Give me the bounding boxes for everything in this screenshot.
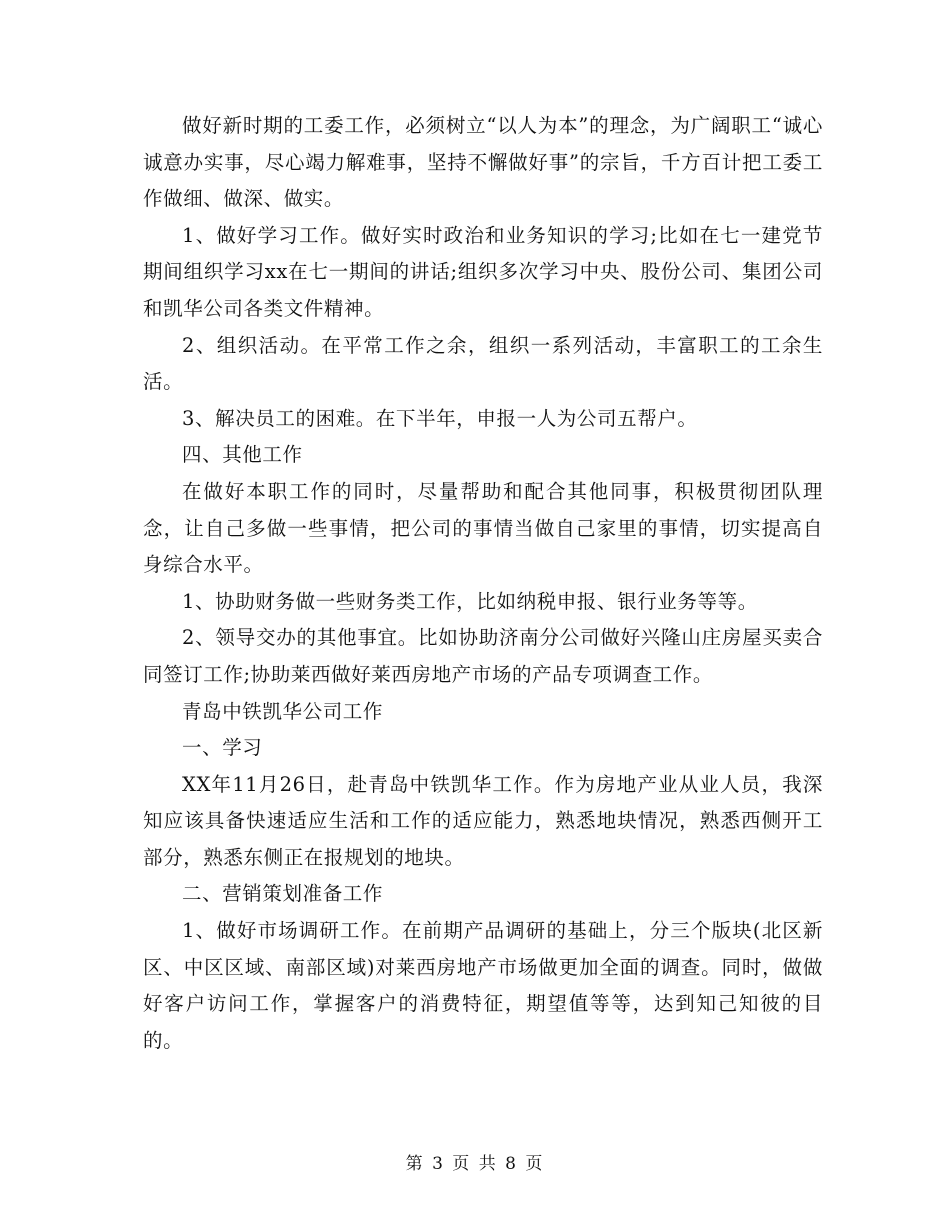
heading-other-work: 四、其他工作 xyxy=(182,443,303,467)
page-footer: 第 3 页 共 8 页 xyxy=(405,1154,545,1174)
heading-study: 一、学习 xyxy=(182,736,263,760)
document-body xyxy=(143,108,823,1059)
heading-marketing-prep: 二、营销策划准备工作 xyxy=(182,882,384,906)
paragraph-finance-assist: 1、协助财务做一些财务类工作，比如纳税申报、银行业务等等。 xyxy=(182,589,758,613)
paragraph-arrival: XX年11月26日，赴青岛中铁凯华工作。作为房地产业从业人员，我深知应该具备快速适应生活和工作的适应能力，熟悉地块情况，熟悉西侧开工部分，熟悉东侧正在报规划的地块。 xyxy=(143,772,823,869)
paragraph-employee-difficulties: 3、解决员工的困难。在下半年，申报一人为公司五帮户。 xyxy=(182,406,698,430)
paragraph-activities: 2、组织活动。在平常工作之余，组织一系列活动，丰富职工的工余生活。 xyxy=(143,333,823,394)
paragraph-leader-tasks: 2、领导交办的其他事宜。比如协助济南分公司做好兴隆山庄房屋买卖合同签订工作;协助莱西做好莱西房地产市场的产品专项调查工作。 xyxy=(143,626,823,686)
heading-qingdao-work: 青岛中铁凯华公司工作 xyxy=(182,699,384,723)
paragraph-intro: 做好新时期的工委工作，必须树立“以人为本”的理念，为广阔职工“诚心诚意办实事，尽心竭力解难事，坚持不懈做好事”的宗旨，千方百计把工委工作做细、做深、做实。 xyxy=(143,114,823,211)
paragraph-market-research: 1、做好市场调研工作。在前期产品调研的基础上，分三个版块(北区新区、中区区域、南部区域)对莱西房地产市场做更加全面的调查。同时，做做好客户访问工作，掌握客户的消费特征，期望值等等，达到知己知彼的目的。 xyxy=(143,919,823,1052)
paragraph-other-work: 在做好本职工作的同时，尽量帮助和配合其他同事，积极贯彻团队理念，让自己多做一些事情，把公司的事情当做自己家里的事情，切实提高自身综合水平。 xyxy=(143,479,823,577)
paragraph-study-work: 1、做好学习工作。做好实时政治和业务知识的学习;比如在七一建党节期间组织学习xx在七一期间的讲话;组织多次学习中央、股份公司、集团公司和凯华公司各类文件精神。 xyxy=(143,223,823,320)
